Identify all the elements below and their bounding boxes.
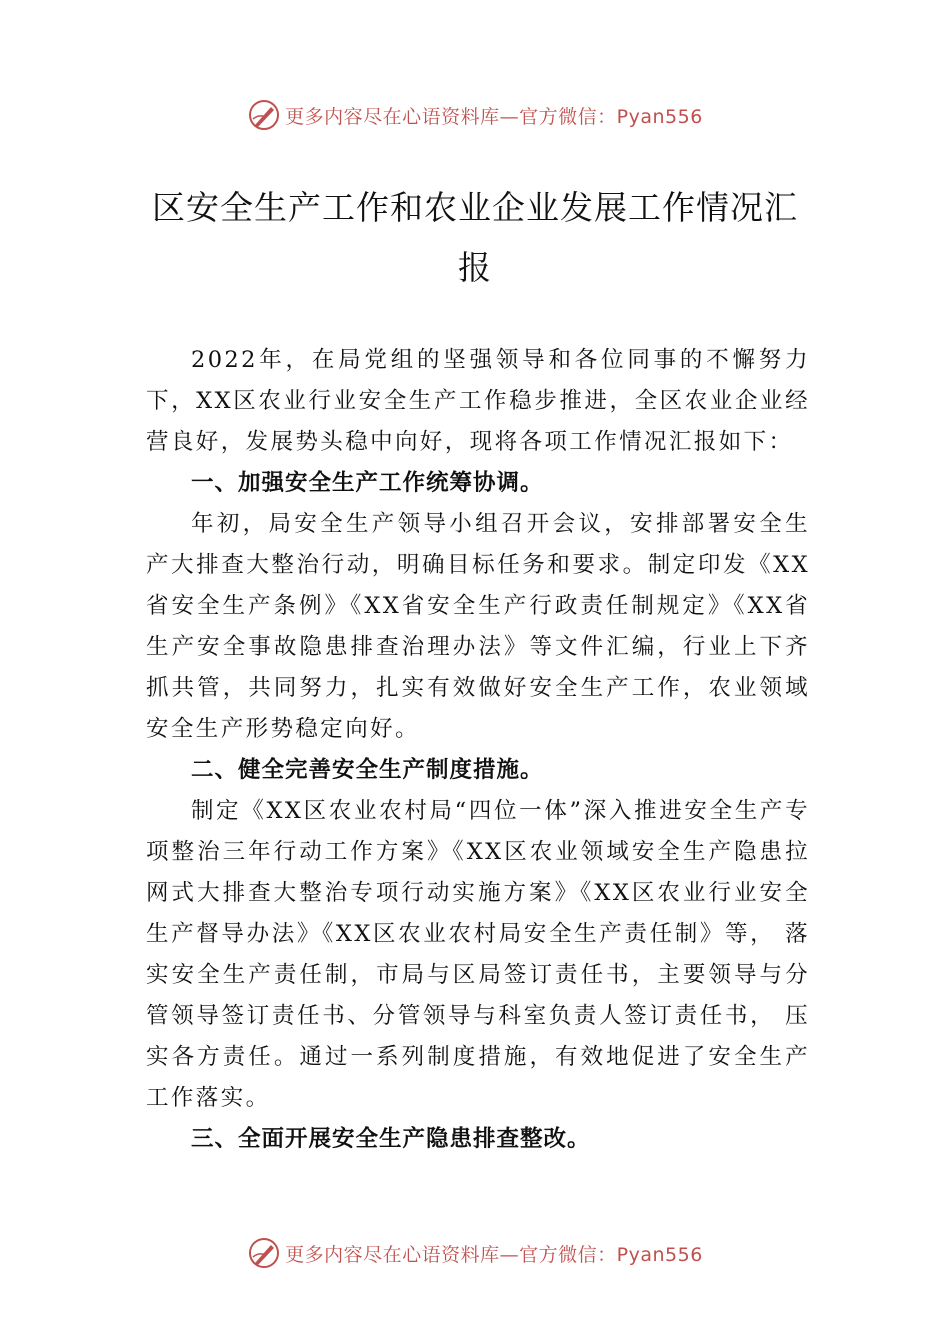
- watermark-text: 更多内容尽在心语资料库—官方微信：Pyan556: [285, 1243, 703, 1266]
- document-body: [146, 340, 810, 1160]
- section-paragraph-2: 制定《XX区农业农村局“四位一体”深入推进安全生产专项整治三年行动工作方案》《XX区农业领域安全生产隐患拉网式大排查大整治专项行动实施方案》《XX区农业行业安全生产督导办法》《XX区农业农村局安全生产责任制》等， 落实安全生产责任制，市局与区局签订责任书，主要领导与分管领导签订责任书、分管领导与科室负责人签订责任书， 压实各方责任。通过一系列制度措施，有效地促进了安全生产工作落实。: [146, 798, 810, 1111]
- header-watermark: [0, 95, 950, 135]
- section-heading-2: 二、健全完善安全生产制度措施。: [191, 757, 544, 783]
- pen-logo-icon: [247, 98, 281, 132]
- section-heading-3: 三、全面开展安全生产隐患排查整改。: [191, 1126, 591, 1152]
- section-heading-1: 一、加强安全生产工作统筹协调。: [191, 470, 544, 496]
- section-paragraph-1: 年初，局安全生产领导小组召开会议，安排部署安全生产大排查大整治行动，明确目标任务和要求。制定印发《XX省安全生产条例》《XX省安全生产行政责任制规定》《XX省生产安全事故隐患排查治理办法》等文件汇编，行业上下齐抓共管，共同努力，扎实有效做好安全生产工作，农业领域安全生产形势稳定向好。: [146, 511, 810, 742]
- document-title: 区安全生产工作和农业企业发展工作情况汇报: [152, 188, 798, 287]
- intro-paragraph: 2022年，在局党组的坚强领导和各位同事的不懈努力下，XX区农业行业安全生产工作稳步推进，全区农业企业经营良好，发展势头稳中向好，现将各项工作情况汇报如下：: [146, 347, 810, 455]
- footer-watermark: [0, 1233, 950, 1273]
- pen-logo-icon: [247, 1236, 281, 1270]
- watermark-text: 更多内容尽在心语资料库—官方微信：Pyan556: [285, 105, 703, 128]
